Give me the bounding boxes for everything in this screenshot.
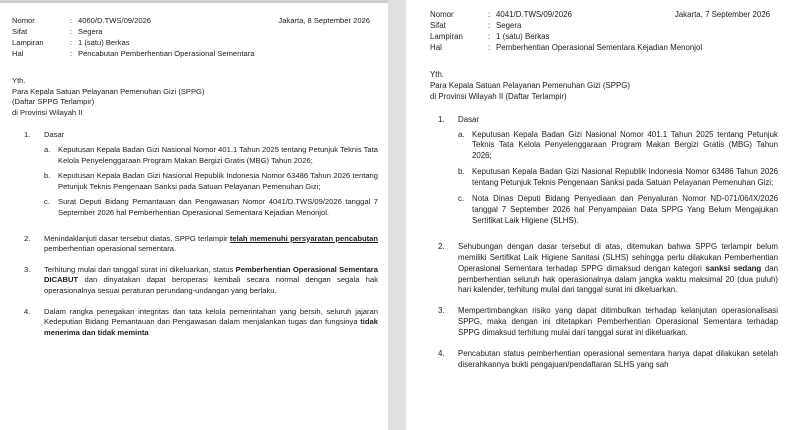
point-item [12, 265, 378, 297]
meta-label: Nomor [12, 16, 35, 25]
page-gap [388, 0, 406, 430]
meta-colon: : [70, 49, 73, 58]
point-text: Menindaklanjuti dasar tersebut diatas, SPPG terlampir [44, 233, 230, 243]
sub-text: Surat Deputi Bidang Pemantauan dan Pengawasan Nomor 4041/D.TWS/09/2026 tanggal 7 September 2026 hal Pemberhentian Operasional Sementara Kejadian Menonjol. [58, 197, 378, 217]
sub-item [458, 194, 778, 227]
point-item [430, 242, 778, 297]
letter-left-meta [12, 16, 378, 60]
point-emphasis: telah memenuhi persyaratan pencabutan [229, 233, 379, 243]
meta-row [430, 32, 778, 43]
point-number: 3. [438, 306, 445, 316]
point-text-end: dan pemberhentian seluruh hak operasionalnya dalam jangka waktu maksimal 20 (dua puluh) hari kalender, terhitung mulai dari tanggal surat ini dikeluarkan. [458, 263, 778, 295]
point-text: Sehubungan dengan dasar tersebut di atas, ditemukan bahwa SPPG terlampir belum memiliki Sertifikat Laik Higiene Sanitasi (SLHS) sehingga perlu dilakukan Pemberhentian Operasional Sementara terhadap SPPG dimaksud dengan kategori [458, 241, 778, 273]
point-text: Dasar [44, 130, 65, 140]
sub-list [44, 145, 378, 219]
meta-label: Lampiran [430, 32, 463, 41]
point-number: 3. [24, 264, 31, 274]
letter-attachment: 1 (satu) Berkas [78, 38, 130, 47]
point-body [44, 130, 378, 223]
point-body [458, 349, 778, 371]
letter-nature: Segera [496, 21, 522, 30]
sub-number: c. [44, 197, 50, 207]
meta-row [430, 43, 778, 54]
addressee-line: Yth. [430, 70, 445, 79]
sub-item [44, 197, 378, 218]
meta-colon: : [70, 27, 73, 36]
sub-text: Keputusan Kepala Badan Gizi Nasional Nomor 401.1 Tahun 2025 tentang Petunjuk Teknis Tata Kelola Penyelenggaraan Program Makan Bergizi Gratis (MBG) Tahun 2026; [472, 129, 778, 161]
letter-left-points [12, 130, 378, 338]
point-number: 4. [438, 349, 445, 359]
sub-item [458, 130, 778, 163]
meta-label: Hal [12, 49, 24, 58]
addressee-line: Para Kepala Satuan Pelayanan Pemenuhan Gizi (SPPG) [12, 86, 205, 96]
point-number: 4. [24, 306, 31, 316]
meta-colon: : [488, 32, 491, 41]
sub-text: Keputusan Kepala Badan Gizi Nasional Republik Indonesia Nomor 63486 Tahun 2026 tentang Petunjuk Teknis Pengenaan Sanksi pada Satuan Pelayanan Pemenuhan Gizi; [472, 167, 778, 188]
meta-row [430, 21, 778, 32]
point-number: 1. [24, 130, 31, 140]
point-text: Pencabutan status pemberhentian operasional sementara hanya dapat dilakukan setelah diserahkannya bukti pengajuan/pendaftaran SLHS yang sah [458, 349, 778, 369]
meta-label: Nomor [430, 10, 454, 19]
letter-date: Jakarta, 7 September 2026 [674, 10, 770, 19]
sub-item [44, 171, 378, 192]
meta-colon: : [488, 21, 491, 30]
letter-left-addressee [12, 76, 378, 118]
sub-number: a. [458, 129, 465, 139]
point-body [44, 234, 378, 255]
point-item [430, 115, 778, 232]
point-text: Mempertimbangkan risiko yang dapat ditimbulkan terhadap kelanjutan operasionalisasi SPPG, maka dengan ini ditetapkan Pemberhentian Operasional Sementara terhadap SPPG dimaksud terhitung mulai dari tanggal surat ini dikeluarkan. [458, 306, 778, 338]
point-text-end: dan dinyatakan dapat beroperasi kembali secara normal dengan segala hak operasionalnya sesuai peraturan perundang-undangan yang berlaku. [44, 275, 378, 295]
letter-number: 4060/D.TWS/09/2026 [78, 16, 152, 25]
point-emphasis: sanksi sedang [705, 263, 762, 273]
point-body [44, 265, 378, 297]
point-item [430, 306, 778, 339]
letter-nature: Segera [78, 27, 103, 36]
point-number: 1. [438, 114, 445, 124]
sub-number: b. [44, 171, 51, 181]
meta-row [12, 38, 378, 49]
point-item [12, 234, 378, 255]
addressee-line: Yth. [12, 76, 26, 85]
meta-label: Lampiran [12, 38, 44, 47]
letter-subject: Pemberhentian Operasional Sementara Kejadian Menonjol [496, 43, 703, 52]
point-item [12, 130, 378, 223]
addressee-line: Para Kepala Satuan Pelayanan Pemenuhan Gizi (SPPG) [430, 80, 631, 90]
sub-text: Keputusan Kepala Badan Gizi Nasional Nomor 401.1 Tahun 2025 tentang Petunjuk Teknis Tata Kelola Penyelenggaraan Program Makan Bergizi Gratis (MBG) Tahun 2026; [58, 144, 378, 165]
sub-item [44, 145, 378, 166]
meta-colon: : [488, 43, 491, 52]
point-text: Terhitung mulai dari tanggal surat ini dikeluarkan, status [44, 264, 236, 274]
sub-item [458, 167, 778, 189]
point-number: 2. [24, 233, 31, 243]
point-body [458, 242, 778, 297]
sub-number: c. [458, 194, 465, 204]
meta-row [12, 49, 378, 60]
letter-attachment: 1 (satu) Berkas [496, 32, 550, 41]
addressee-line: (Daftar SPPG Terlampir) [12, 97, 95, 107]
addressee-line: di Provinsi Wilayah II [12, 107, 83, 117]
point-item [430, 349, 778, 371]
letter-number: 4041/D.TWS/09/2026 [496, 10, 572, 19]
letter-right-addressee [430, 70, 778, 103]
point-body [458, 115, 778, 232]
sub-text: Nota Dinas Deputi Bidang Penyediaan dan Penyaluran Nomor ND-071/06/IX/2026 tanggal 7 September 2026 hal Penyampaian Data SPPG Yang Belum Mengajukan Sertifikat Laik Higiene (SLHS). [472, 194, 778, 225]
letter-right-points [430, 115, 778, 371]
point-emphasis: Pemberhentian Operasional Sementara DICABUT [44, 264, 378, 285]
point-emphasis: tidak menerima dan tidak meminta [44, 317, 378, 337]
letter-right-meta [430, 10, 778, 54]
meta-colon: : [70, 38, 73, 47]
meta-row [12, 27, 378, 38]
point-text: Dalam rangka penegakan integritas dan tata kelola pemerintahan yang bersih, seluruh jajaran Kedeputian Bidang Pemantauan dan Pengawasan dalam menjalankan tugas dan fungsinya [44, 306, 378, 327]
sub-list [458, 130, 778, 227]
point-body [44, 307, 378, 339]
meta-label: Sifat [12, 27, 28, 36]
addressee-line: di Provinsi Wilayah II (Daftar Terlampir) [430, 91, 567, 101]
sub-text: Keputusan Kepala Badan Gizi Nasional Republik Indonesia Nomor 63486 Tahun 2026 tentang Petunjuk Teknis Pengenaan Sanksi pada Satuan Pelayanan Pemenuhan Gizi; [58, 171, 378, 191]
point-text-end: pemberhentian operasional sementara. [44, 244, 177, 254]
letter-subject: Pencabutan Pemberhentian Operasional Sementara [78, 49, 255, 58]
point-item [12, 307, 378, 339]
sub-number: b. [458, 167, 465, 177]
point-number: 2. [438, 241, 445, 251]
sub-number: a. [44, 144, 51, 154]
letter-right [406, 0, 790, 430]
letter-left-header-edge [0, 0, 388, 3]
point-text: Dasar [458, 114, 480, 124]
letter-left [0, 0, 388, 430]
point-body [458, 306, 778, 339]
meta-colon: : [70, 16, 73, 25]
meta-colon: : [488, 10, 491, 19]
meta-label: Hal [430, 43, 442, 52]
letter-date: Jakarta, 8 September 2026 [278, 16, 370, 25]
meta-label: Sifat [430, 21, 446, 30]
